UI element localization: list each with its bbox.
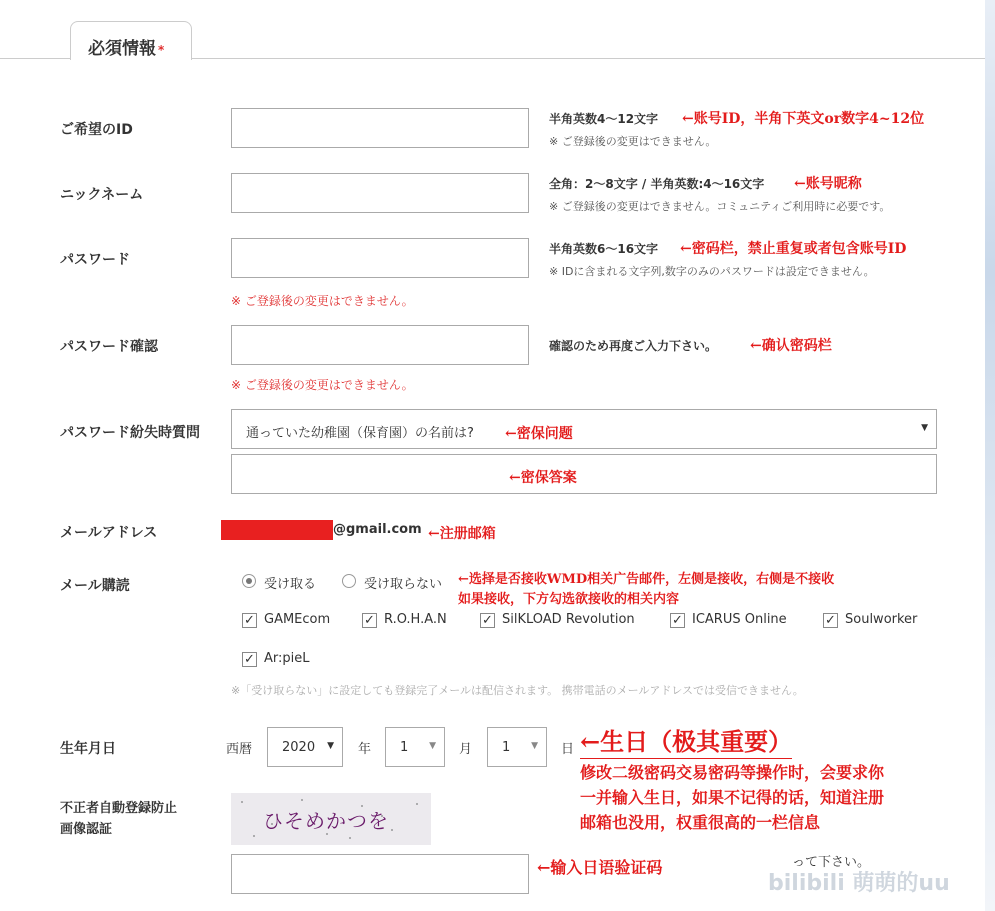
- birth-year-select[interactable]: [267, 727, 343, 767]
- id-sub-hint: ※ ご登録後の変更はできません。: [549, 135, 717, 148]
- id-annotation: ←账号ID，半角下英文or数字4~12位: [682, 111, 925, 127]
- birth-month-value: 1: [400, 740, 409, 755]
- nickname-annotation: ←账号昵称: [794, 176, 862, 192]
- password-error: ※ ご登録後の変更はできません。: [231, 294, 414, 308]
- not-receive-radio[interactable]: [342, 574, 356, 588]
- nickname-label: ニックネーム: [60, 187, 144, 203]
- chevron-down-icon: ▼: [429, 741, 436, 751]
- subscription-note: ※「受け取らない」に設定しても登録完了メールは配信されます。 携帯電話のメールアドレスでは受信できません。: [231, 684, 804, 697]
- nickname-sub-hint: ※ ご登録後の変更はできません。コミュニティご利用時に必要です。: [549, 200, 891, 213]
- email-label: メールアドレス: [60, 525, 158, 541]
- receive-radio[interactable]: [242, 574, 256, 588]
- option-gamecom: GAMEcom: [264, 612, 331, 627]
- checkbox-silkload[interactable]: ✓: [480, 613, 495, 628]
- security-answer-input[interactable]: [231, 454, 937, 494]
- checkbox-arpiel[interactable]: ✓: [242, 652, 257, 667]
- subscription-label: メール購読: [60, 578, 130, 594]
- chevron-down-icon: ▼: [531, 741, 538, 751]
- birthday-annotation-line3: 邮箱也没用，权重很高的一栏信息: [580, 813, 821, 832]
- chevron-down-icon: ▼: [327, 741, 334, 751]
- subscription-annotation-line2: 如果接收，下方勾选欲接收的相关内容: [458, 592, 680, 607]
- nickname-hint: 全角：2～8文字 / 半角英数:4～16文字: [549, 177, 765, 191]
- required-info-tab[interactable]: [70, 21, 192, 60]
- captcha-hint: って下さい。: [792, 855, 871, 870]
- security-question-label: パスワード紛失時質問: [60, 425, 200, 441]
- receive-radio-label: 受け取る: [264, 577, 317, 592]
- password-confirm-error: ※ ご登録後の変更はできません。: [231, 378, 414, 392]
- security-question-value: 通っていた幼稚園（保育園）の名前は?: [246, 426, 474, 441]
- birthday-annotation-line2: 一并输入生日，如果不记得的话，知道注册: [580, 788, 885, 807]
- captcha-text: ひそめかつを: [263, 809, 389, 833]
- captcha-input[interactable]: [231, 854, 529, 894]
- password-hint: 半角英数6～16文字: [549, 242, 659, 256]
- month-unit: 月: [459, 742, 473, 757]
- option-silkload: SilKLOAD Revolution: [502, 612, 635, 627]
- captcha-label-line2: 画像認証: [60, 822, 113, 837]
- security-answer-annotation: ←密保答案: [509, 470, 577, 486]
- subscription-annotation-line1: ←选择是否接收WMD相关广告邮件，左侧是接收，右侧是不接收: [458, 572, 835, 587]
- day-unit: 日: [561, 742, 575, 757]
- password-confirm-annotation: ←确认密码栏: [750, 338, 832, 354]
- birthday-annotation-line1: 修改二级密码交易密码等操作时，会要求你: [580, 763, 885, 782]
- option-arpiel: Ar:pieL: [264, 651, 310, 666]
- chevron-down-icon: ▼: [921, 423, 928, 433]
- captcha-label-line1: 不正者自動登録防止: [60, 801, 178, 816]
- email-domain: @gmail.com: [333, 522, 422, 537]
- birth-year-value: 2020: [282, 740, 316, 755]
- option-icarus: ICARUS Online: [692, 612, 787, 627]
- password-annotation: ←密码栏，禁止重复或者包含账号ID: [680, 241, 907, 257]
- watermark: bilibili 萌萌的uu: [768, 871, 950, 896]
- option-soulworker: Soulworker: [845, 612, 918, 627]
- security-question-select[interactable]: [231, 409, 937, 449]
- tab-label: 必須情報 *: [88, 39, 165, 59]
- id-label: ご希望のID: [60, 122, 133, 138]
- birth-month-select[interactable]: [385, 727, 445, 767]
- not-receive-radio-label: 受け取らない: [364, 577, 443, 592]
- checkbox-icarus[interactable]: ✓: [670, 613, 685, 628]
- checkbox-rohan[interactable]: ✓: [362, 613, 377, 628]
- password-confirm-input[interactable]: [231, 325, 529, 365]
- checkbox-gamecom[interactable]: ✓: [242, 613, 257, 628]
- checkbox-soulworker[interactable]: ✓: [823, 613, 838, 628]
- password-input[interactable]: [231, 238, 529, 278]
- page-edge-background: [985, 0, 995, 911]
- era-label: 西暦: [226, 742, 253, 757]
- password-confirm-label: パスワード確認: [60, 339, 158, 355]
- birth-day-select[interactable]: [487, 727, 547, 767]
- email-redaction: [221, 520, 333, 540]
- password-sub-hint: ※ IDに含まれる文字列,数字のみのパスワードは設定できません。: [549, 265, 875, 278]
- password-confirm-hint: 確認のため再度ご入力下さい。: [549, 339, 718, 353]
- security-question-annotation: ←密保问题: [505, 426, 573, 442]
- year-unit: 年: [358, 742, 372, 757]
- birth-day-value: 1: [502, 740, 511, 755]
- birthday-annotation-title: ←生日（极其重要）: [580, 722, 792, 759]
- captcha-annotation: ←输入日语验证码: [537, 858, 663, 877]
- email-annotation: ←注册邮箱: [428, 526, 496, 542]
- id-hint: 半角英数4～12文字: [549, 112, 659, 126]
- captcha-image: [231, 793, 431, 845]
- id-input[interactable]: [231, 108, 529, 148]
- required-star: *: [158, 43, 165, 57]
- nickname-input[interactable]: [231, 173, 529, 213]
- password-label: パスワード: [60, 252, 130, 268]
- birthday-label: 生年月日: [60, 741, 116, 757]
- option-rohan: R.O.H.A.N: [384, 612, 447, 627]
